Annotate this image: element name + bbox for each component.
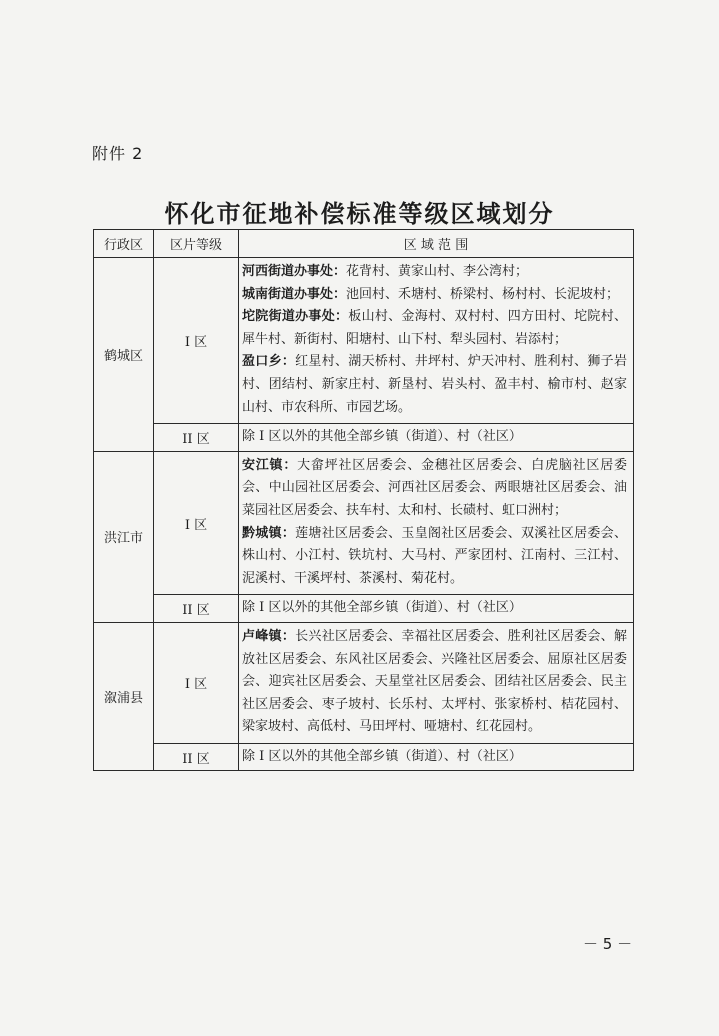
zone-scope: 除 I 区以外的其他全部乡镇（街道）、村（社区） [239,595,634,623]
area-villages: 莲塘社区居委会、玉皇阁社区居委会、双溪社区居委会、株山村、小江村、铁坑村、大马村、严家团村、江南村、三江村、泥溪村、干溪坪村、茶溪村、菊花村。 [242,525,627,586]
area-label: 安江镇： [242,457,298,473]
table-row [94,258,634,424]
zone-grade: II 区 [154,743,239,771]
table-row [94,595,634,623]
district-name: 洪江市 [94,451,154,622]
header-district: 行政区 [94,230,154,258]
zone-grade: I 区 [154,258,239,424]
area-villages: 长兴社区居委会、幸福社区居委会、胜利社区居委会、解放社区居委会、东风社区居委会、兴隆社区居委会、屈原社区居委会、迎宾社区居委会、天星堂社区居委会、团结社区居委会、民主社区居委会、枣子坡村、长乐村、太坪村、张家桥村、桔花园村、梁家坡村、高低村、马田坪村、哑塘村、红花园村。 [242,628,627,735]
area-villages: 花背村、黄家山村、李公湾村； [346,264,529,279]
table-header-row [94,230,634,258]
area-villages: 红星村、湖天桥村、井坪村、炉天冲村、胜利村、狮子岩村、团结村、新家庄村、新垦村、岩头村、盈丰村、榆市村、赵家山村、市农科所、市园艺场。 [242,354,627,415]
district-name: 鹤城区 [94,258,154,452]
area-label: 卢峰镇： [242,628,296,644]
area-villages: 板山村、金海村、双村村、四方田村、坨院村、犀牛村、新街村、阳塘村、山下村、犁头园村、岩添村； [242,309,627,347]
table-row [94,424,634,452]
area-villages: 大畲坪社区居委会、金穗社区居委会、白虎脑社区居委会、中山园社区居委会、河西社区居委会、两眼塘社区居委会、油菜园社区居委会、扶车村、太和村、长碛村、虹口洲村； [242,457,627,518]
zone-grade: I 区 [154,451,239,595]
zone-grade: II 区 [154,595,239,623]
district-name: 溆浦县 [94,622,154,771]
zone-grade: II 区 [154,424,239,452]
attachment-label: 附件 2 [92,144,144,163]
zone-grade: I 区 [154,622,239,743]
area-label: 坨院街道办事处： [242,309,349,325]
area-label: 城南街道办事处： [242,286,347,302]
document-title: 怀化市征地补偿标准等级区域划分 [164,199,555,228]
header-grade: 区片等级 [154,230,239,258]
zone-scope: 除 I 区以外的其他全部乡镇（街道）、村（社区） [239,743,634,771]
table-row [94,743,634,771]
zone-scope: 除 I 区以外的其他全部乡镇（街道）、村（社区） [239,424,634,452]
table-row [94,451,634,595]
area-label: 黔城镇： [242,525,296,541]
zoning-table [93,229,634,771]
table-row [94,622,634,743]
header-scope: 区 域 范 围 [239,230,634,258]
zone-scope [239,622,634,743]
zone-scope [239,258,634,424]
area-label: 河西街道办事处： [242,264,347,279]
zone-scope [239,451,634,595]
area-label: 盈口乡： [242,354,296,370]
area-villages: 池回村、禾塘村、桥梁村、杨村村、长泥坡村； [346,286,620,302]
page-number: － 5 － [583,935,633,953]
